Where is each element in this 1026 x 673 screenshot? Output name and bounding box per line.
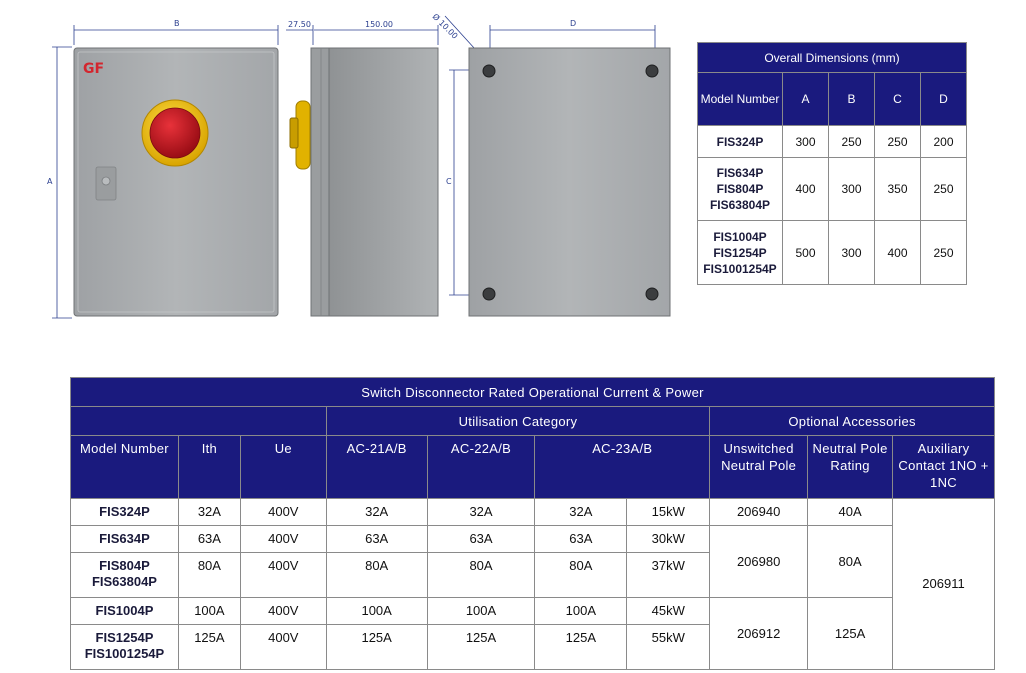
model-name: FIS634P [716, 166, 764, 180]
mount-hole-tl [483, 65, 495, 77]
ac21-cell: 32A [326, 499, 427, 526]
mount-hole-tr [646, 65, 658, 77]
header-ac22: AC-22A/B [427, 436, 535, 499]
brand-logo: GF [83, 61, 105, 77]
ac21-cell: 125A [326, 625, 427, 670]
table-row [698, 126, 967, 158]
model-name: FIS324P [716, 134, 764, 149]
model-cell [698, 221, 783, 285]
model-name: FIS1254P [95, 630, 154, 645]
header-c: C [875, 73, 921, 126]
header-ith: Ith [178, 436, 240, 499]
header-ue: Ue [240, 436, 326, 499]
mount-hole-br [646, 288, 658, 300]
header-optional-accessories: Optional Accessories [710, 407, 995, 436]
handle-knob [150, 108, 200, 158]
model-name: FIS804P [99, 558, 150, 573]
header-d: D [921, 73, 967, 126]
ac23-current-cell: 32A [535, 499, 627, 526]
header-b: B [829, 73, 875, 126]
ac23-current-cell: 125A [535, 625, 627, 670]
ac22-cell: 125A [427, 625, 535, 670]
header-auxiliary-contact: Auxiliary Contact 1NO + 1NC [893, 436, 995, 499]
ac23-power-cell: 15kW [627, 499, 710, 526]
dim-b: 250 [829, 126, 875, 158]
dim-label-hole: Ø 10.00 [430, 12, 460, 41]
ue-cell: 400V [240, 553, 326, 598]
dim-label-d: D [570, 19, 577, 28]
neutral-rating-cell: 40A [808, 499, 893, 526]
table-row [71, 598, 995, 625]
enclosure-drawing [0, 0, 690, 330]
dim-a: 300 [783, 126, 829, 158]
side-view-flange [311, 48, 329, 316]
ac23-current-cell: 100A [535, 598, 627, 625]
model-name: FIS1001254P [703, 261, 777, 276]
ratings-table [70, 377, 995, 670]
model-name: FIS63804P [709, 198, 771, 212]
dim-label-depth-main: 150.00 [365, 20, 393, 29]
header-a: A [783, 73, 829, 126]
ith-cell: 125A [178, 625, 240, 670]
dim-c: 350 [875, 158, 921, 221]
ue-cell: 400V [240, 625, 326, 670]
ith-cell: 80A [178, 553, 240, 598]
dim-c: 250 [875, 126, 921, 158]
header-unswitched-neutral-pole: Unswitched Neutral Pole [710, 436, 808, 499]
ac21-cell: 80A [326, 553, 427, 598]
header-ac23: AC-23A/B [535, 436, 710, 499]
dim-a: 500 [783, 221, 829, 285]
dim-b: 300 [829, 221, 875, 285]
ac23-power-cell: 30kW [627, 526, 710, 553]
ue-cell: 400V [240, 526, 326, 553]
header-utilisation-category: Utilisation Category [326, 407, 709, 436]
dim-c: 400 [875, 221, 921, 285]
neutral-rating-cell: 125A [808, 598, 893, 670]
header-blank [71, 407, 327, 436]
dim-b: 300 [829, 158, 875, 221]
dim-d: 250 [921, 221, 967, 285]
header-model-number: Model Number [698, 73, 783, 126]
dim-label-c: C [446, 177, 452, 186]
dim-d: 200 [921, 126, 967, 158]
unswitched-neutral-cell: 206980 [710, 526, 808, 598]
model-cell [698, 126, 783, 158]
table-row [71, 526, 995, 553]
header-model-number: Model Number [71, 436, 179, 499]
ac23-power-cell: 55kW [627, 625, 710, 670]
ac22-cell: 63A [427, 526, 535, 553]
ith-cell: 63A [178, 526, 240, 553]
dim-label-b: B [174, 19, 180, 28]
dimensions-table [697, 42, 967, 285]
ue-cell: 400V [240, 499, 326, 526]
table-row [698, 158, 967, 221]
dim-d: 250 [921, 158, 967, 221]
mount-hole-bl [483, 288, 495, 300]
ue-cell: 400V [240, 598, 326, 625]
ac22-cell: 100A [427, 598, 535, 625]
ac22-cell: 32A [427, 499, 535, 526]
ith-cell: 100A [178, 598, 240, 625]
ac22-cell: 80A [427, 553, 535, 598]
table-row [71, 499, 995, 526]
model-cell [71, 625, 179, 670]
ac21-cell: 63A [326, 526, 427, 553]
side-view-body [329, 48, 438, 316]
unswitched-neutral-cell: 206940 [710, 499, 808, 526]
dim-a: 400 [783, 158, 829, 221]
model-cell [698, 158, 783, 221]
ac23-current-cell: 80A [535, 553, 627, 598]
ac21-cell: 100A [326, 598, 427, 625]
back-view-body [469, 48, 670, 316]
dim-label-a: A [47, 177, 53, 186]
model-cell: FIS324P [71, 499, 179, 526]
model-name: FIS63804P [91, 574, 157, 589]
model-cell: FIS1004P [71, 598, 179, 625]
table-row [698, 221, 967, 285]
dim-label-depth-small: 27.50 [288, 20, 311, 29]
unswitched-neutral-cell: 206912 [710, 598, 808, 670]
auxiliary-contact-cell: 206911 [893, 499, 995, 670]
ith-cell: 32A [178, 499, 240, 526]
header-ac21: AC-21A/B [326, 436, 427, 499]
enclosure-drawing-svg [0, 0, 690, 330]
model-name: FIS1001254P [84, 646, 165, 661]
ac23-power-cell: 45kW [627, 598, 710, 625]
ac23-power-cell: 37kW [627, 553, 710, 598]
model-name: FIS1004P [713, 229, 767, 244]
ac23-current-cell: 63A [535, 526, 627, 553]
model-cell [71, 553, 179, 598]
neutral-rating-cell: 80A [808, 526, 893, 598]
model-name: FIS1254P [713, 245, 767, 260]
model-cell: FIS634P [71, 526, 179, 553]
ratings-table-title: Switch Disconnector Rated Operational Current & Power [71, 378, 995, 407]
dimensions-table-title: Overall Dimensions (mm) [698, 43, 967, 73]
model-name: FIS804P [716, 182, 764, 196]
header-neutral-pole-rating: Neutral Pole Rating [808, 436, 893, 499]
